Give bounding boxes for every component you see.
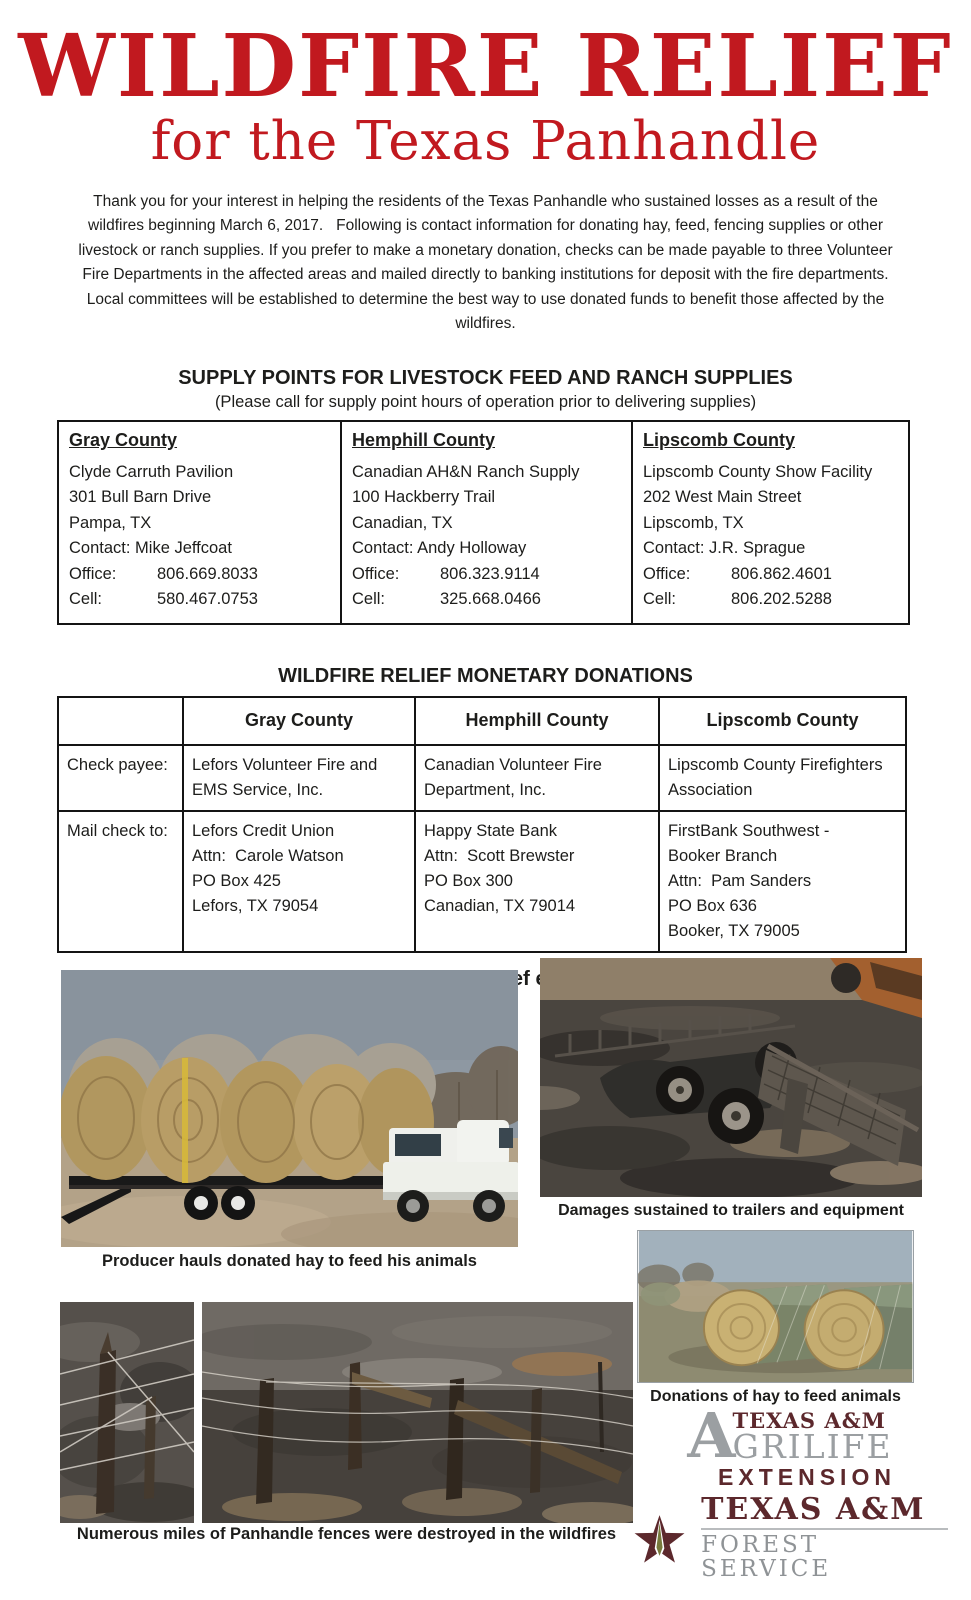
agrilife-extension-logo: [645, 1399, 935, 1491]
address-line: Clyde Carruth Pavilion: [69, 462, 234, 481]
forest-unit-text: FOREST SERVICE: [701, 1531, 832, 1582]
row-label-cell: Check payee:: [58, 745, 183, 811]
photo-hay-truck: [61, 970, 518, 1247]
photo-hay-bales: [637, 1230, 914, 1383]
agrilife-brand-text: TEXAS A&M: [732, 1408, 886, 1433]
page-title: WILDFIRE RELIEF: [18, 16, 953, 117]
forest-divider: [701, 1528, 948, 1530]
office-phone-row: [643, 562, 896, 588]
donations-section-title: WILDFIRE RELIEF MONETARY DONATIONS: [278, 664, 693, 687]
burned-trailer-caption: Damages sustained to trailers and equipment: [558, 1202, 904, 1219]
mail-check-row: [58, 811, 906, 952]
supply-column-lipscomb: [631, 422, 906, 623]
agrilife-name-text: GRILIFE: [732, 1427, 893, 1466]
office-label: Office:: [69, 564, 117, 583]
agrilife-unit-text: EXTENSION: [718, 1464, 896, 1490]
cell-phone-row: [69, 587, 330, 613]
office-number: 806.669.8033: [157, 564, 258, 583]
county-header: Lipscomb County: [643, 429, 795, 450]
hay-truck-caption: Producer hauls donated hay to feed his animals: [101, 1252, 477, 1270]
photo-burned-trailer: [540, 958, 922, 1197]
address-line: Canadian AH&N Ranch Supply: [352, 462, 580, 481]
mail-line: PO Box 636: [668, 896, 757, 915]
mail-line: Canadian, TX 79014: [424, 896, 576, 915]
mail-line: PO Box 425: [192, 871, 281, 890]
address-line: Lipscomb County Show Facility: [643, 462, 873, 481]
check-payee-row: [58, 745, 906, 811]
mail-line: FirstBank Southwest -: [668, 821, 830, 840]
county-header-cell: Lipscomb County: [659, 697, 906, 745]
mail-line: Lefors, TX 79054: [192, 896, 319, 915]
office-phone-row: [352, 562, 621, 588]
agrilife-wordmark: [645, 1399, 935, 1472]
mail-line: Booker, TX 79005: [668, 921, 800, 940]
address-line: 301 Bull Barn Drive: [69, 488, 212, 507]
county-header: Hemphill County: [352, 429, 495, 450]
address-line: Lipscomb, TX: [643, 513, 744, 532]
address-line: 202 West Main Street: [643, 488, 802, 507]
contact-line: Contact: J.R. Sprague: [643, 539, 806, 558]
address-line: 100 Hackberry Trail: [352, 488, 496, 507]
supply-section-title: SUPPLY POINTS FOR LIVESTOCK FEED AND RANCH SUPPLIES: [178, 366, 793, 389]
cell-label: Cell:: [69, 590, 103, 609]
office-label: Office:: [643, 564, 691, 583]
mail-line: Attn: Carole Watson: [192, 846, 344, 865]
cell-phone-row: [643, 587, 896, 613]
forest-service-star-icon: [628, 1506, 691, 1568]
contact-line: Contact: Mike Jeffcoat: [69, 539, 232, 558]
office-label: Office:: [352, 564, 400, 583]
county-header: Gray County: [69, 429, 178, 450]
page-subtitle: for the Texas Panhandle: [150, 111, 821, 172]
photo-collage: [0, 966, 971, 1600]
mail-line: Attn: Scott Brewster: [424, 846, 575, 865]
row-label-cell: Mail check to:: [58, 811, 183, 952]
mail-cell: [659, 811, 906, 952]
hay-donation-caption: Donations of hay to feed animals: [650, 1388, 901, 1405]
mail-line: PO Box 300: [424, 871, 513, 890]
monetary-donations-table: [57, 696, 907, 953]
supply-points-table: [57, 420, 910, 625]
payee-cell: Lipscomb County Firefighters Association: [659, 745, 906, 811]
county-header-cell: Gray County: [183, 697, 415, 745]
cell-label: Cell:: [643, 590, 677, 609]
supply-column-hemphill: [340, 422, 631, 623]
agrilife-big-a: A: [687, 1399, 736, 1472]
mail-line: Lefors Credit Union: [192, 821, 335, 840]
address-line: Canadian, TX: [352, 513, 453, 532]
photo-burned-fence-closeup: [60, 1302, 194, 1523]
mail-cell: [183, 811, 415, 952]
payee-cell: Lefors Volunteer Fire and EMS Service, Inc.: [183, 745, 415, 811]
photo-burned-fence-field: [202, 1302, 633, 1523]
forest-brand-text: TEXAS A&M: [701, 1492, 926, 1527]
cell-label: Cell:: [352, 590, 386, 609]
address-line: Pampa, TX: [69, 513, 152, 532]
office-number: 806.862.4601: [731, 564, 832, 583]
mail-line: Attn: Pam Sanders: [668, 871, 812, 890]
office-phone-row: [69, 562, 330, 588]
county-header-cell: Hemphill County: [415, 697, 659, 745]
supply-section-note: (Please call for supply point hours of operation prior to delivering supplies): [214, 392, 757, 411]
mail-line: Booker Branch: [668, 846, 778, 865]
donations-header-row: [58, 697, 906, 745]
cell-phone-row: [352, 587, 621, 613]
intro-paragraph: Thank you for your interest in helping the residents of the Texas Panhandle who sustained losses as a result of the wildfires beginning March 6, 2017. Following is contact information for donating hay, feed, fencing supplies or other livestock or ranch supplies. If you prefer to make a monetary donation, checks can be made payable to three Volunteer Fire Departments in the affected areas and mailed directly to banking institutions for deposit with the fire departments. Local committees will be established to determine the best way to use donated funds to benefit those affected by the wildfires.: [78, 192, 897, 333]
payee-cell: Canadian Volunteer Fire Department, Inc.: [415, 745, 659, 811]
cell-number: 325.668.0466: [440, 590, 541, 609]
cell-number: 806.202.5288: [731, 590, 832, 609]
fence-caption: Numerous miles of Panhandle fences were destroyed in the wildfires: [76, 1525, 617, 1543]
cell-number: 580.467.0753: [157, 590, 258, 609]
supply-column-gray: [59, 422, 340, 623]
contact-line: Contact: Andy Holloway: [352, 539, 527, 558]
forest-service-logo: [628, 1494, 948, 1581]
mail-cell: [415, 811, 659, 952]
mail-line: Happy State Bank: [424, 821, 557, 840]
donations-corner-cell: [58, 697, 183, 745]
office-number: 806.323.9114: [440, 564, 540, 583]
